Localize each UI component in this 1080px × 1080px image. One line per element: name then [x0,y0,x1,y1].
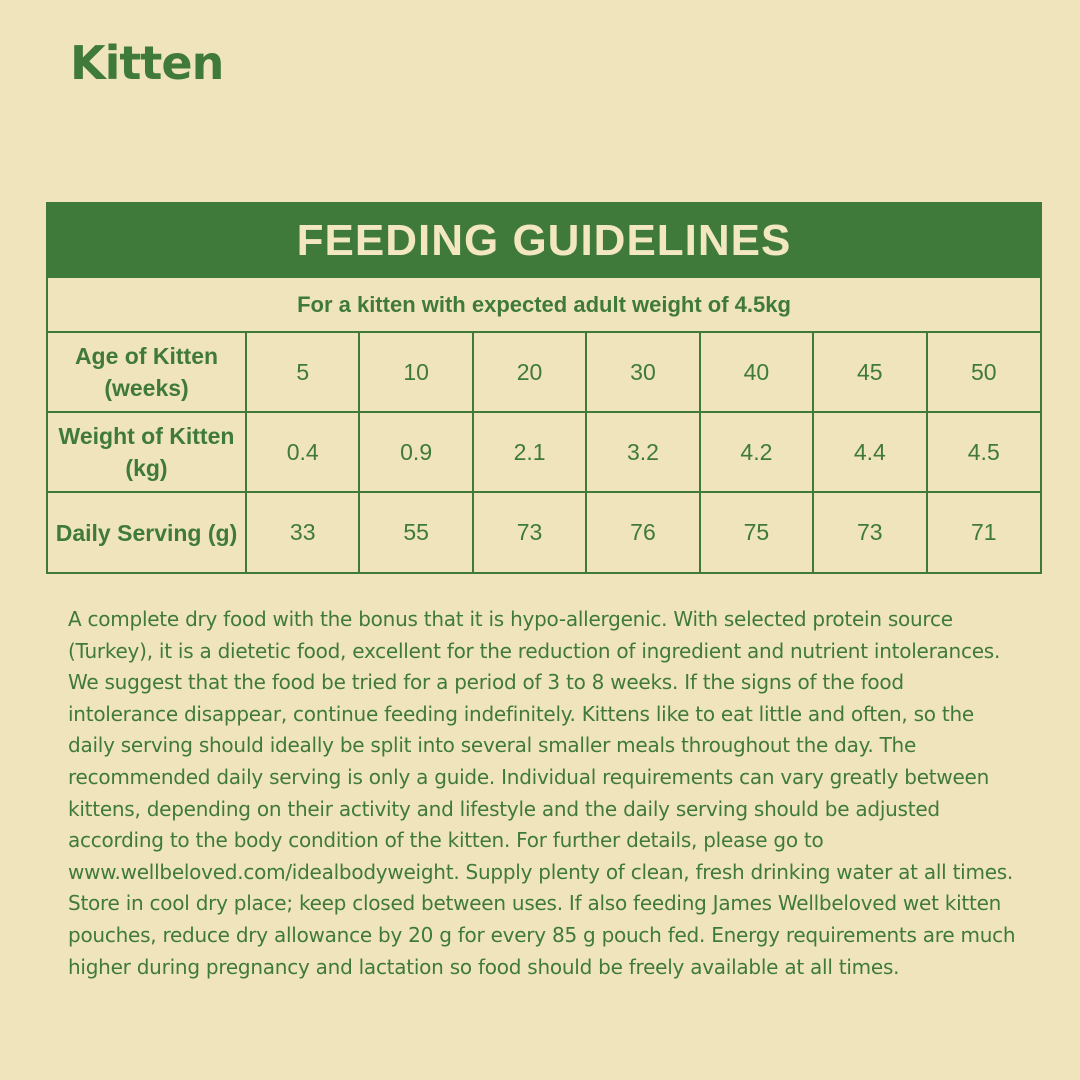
table-cell: 50 [927,332,1040,412]
table-cell: 4.2 [700,412,813,492]
table-cell: 0.9 [359,412,472,492]
table-cell: 0.4 [246,412,359,492]
table-cell: 45 [813,332,926,412]
table-cell: 73 [813,492,926,572]
table-cell: 4.4 [813,412,926,492]
feeding-grid [48,278,1040,572]
table-cell: 20 [473,332,586,412]
table-cell: 5 [246,332,359,412]
table-header [48,204,1040,278]
row-label-serving: Daily Serving (g) [48,492,246,572]
row-label-weight: Weight of Kitten (kg) [48,412,246,492]
table-cell: 76 [586,492,699,572]
table-cell: 75 [700,492,813,572]
table-subtitle: For a kitten with expected adult weight of 4.5kg [48,278,1040,332]
page-title: Kitten [70,36,224,90]
table-row [48,412,1040,492]
table-cell: 73 [473,492,586,572]
table-row [48,332,1040,412]
row-label-age: Age of Kitten (weeks) [48,332,246,412]
table-cell: 55 [359,492,472,572]
feeding-guidelines-table [46,202,1042,574]
description-text: A complete dry food with the bonus that it is hypo-allergenic. With selected protein source (Turkey), it is a dietetic food, excellent for the reduction of ingredient and nutrient intolerances. We suggest that the food be tried for a period of 3 to 8 weeks. If the signs of the food intolerance disappear, continue feeding indefinitely. Kittens like to eat little and often, so the daily serving should ideally be split into several smaller meals throughout the day. The recommended daily serving is only a guide. Individual requirements can vary greatly between kittens, depending on their activity and lifestyle and the daily serving should be adjusted according to the body condition of the kitten. For further details, please go to www.wellbeloved.com/idealbodyweight. Supply plenty of clean, fresh drinking water at all times. Store in cool dry place; keep closed between uses. If also feeding James Wellbeloved wet kitten pouches, reduce dry allowance by 20 g for every 85 g pouch fed. Energy requirements are much higher during pregnancy and lactation so food should be freely available at all times. [68,607,1016,979]
table-heading: FEEDING GUIDELINES [296,216,792,265]
table-cell: 4.5 [927,412,1040,492]
table-cell: 71 [927,492,1040,572]
table-cell: 40 [700,332,813,412]
table-row [48,492,1040,572]
table-cell: 3.2 [586,412,699,492]
table-cell: 2.1 [473,412,586,492]
table-cell: 33 [246,492,359,572]
table-cell: 30 [586,332,699,412]
table-cell: 10 [359,332,472,412]
